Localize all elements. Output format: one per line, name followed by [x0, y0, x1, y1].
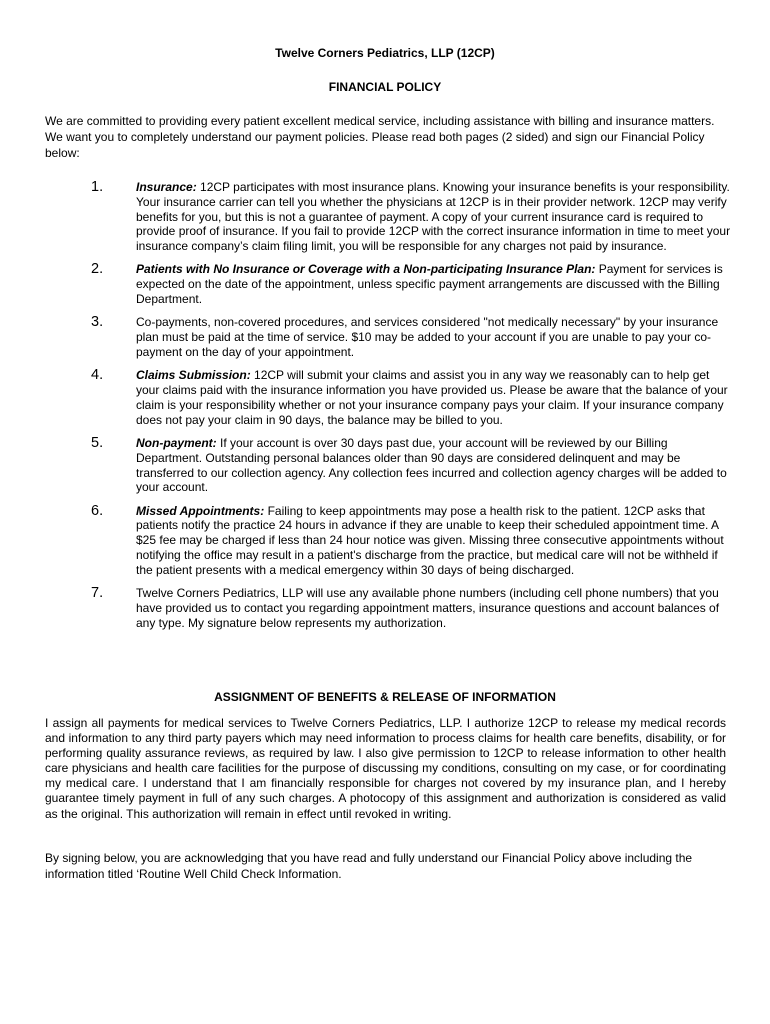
item-body	[136, 504, 735, 578]
item-text: Payment for services is expected on the date of the appointment, unless specific payment arrangements are discussed with the Billing Department.	[136, 262, 723, 307]
item-number: 1.	[91, 179, 104, 195]
item-body	[136, 586, 735, 630]
item-number: 7.	[91, 585, 104, 602]
item-title: Missed Appointments:	[136, 503, 265, 518]
item-body	[136, 262, 735, 306]
item-text: Failing to keep appointments may pose a health risk to the patient. 12CP asks that patients notify the practice 24 hours in advance if they are unable to keep their scheduled appointment time. A $25 fee may be charged if less than 24 hour notice was given. Missing three consecutive appointments without notifying the office may result in a patient's discharge from the practice, but medical care will not be withheld if the patient presents with a medical emergency within 30 days of being discharged.	[136, 503, 724, 577]
policy-title: FINANCIAL POLICY	[328, 80, 442, 94]
item-title: Claims Submission:	[136, 368, 251, 383]
item-body	[136, 436, 735, 495]
assignment-paragraph: I assign all payments for medical services to Twelve Corners Pediatrics, LLP. I authorize 12CP to release my medical records and information to any third party payers which may need information to process claims for health care benefits, disability, or for performing quality assurance reviews, as required by law. I also give permission to 12CP to release information to other health care physicians and health care facilities for the purpose of discussing my conditions, consulting on my case, or for coordinating my medical care. I understand that I am financially responsible for charges not covered by my insurance plan, and I hereby guarantee timely payment in full of any such charges. A photocopy of this assignment and authorization is considered as valid as the original. This authorization will remain in effect until revoked in writing.	[45, 716, 726, 821]
practice-name: Twelve Corners Pediatrics, LLP (12CP)	[275, 46, 495, 60]
policy-item-missed-appointments	[45, 504, 735, 578]
item-number: 3.	[91, 314, 104, 331]
policy-list	[45, 180, 735, 639]
item-body	[136, 315, 735, 359]
policy-item-copayments	[45, 315, 735, 359]
item-title: Non-payment:	[136, 435, 217, 450]
item-body	[136, 368, 735, 427]
item-number: 4.	[91, 367, 104, 384]
item-title: Patients with No Insurance or Coverage with a Non-participating Insurance Plan:	[136, 262, 596, 277]
item-title: Insurance:	[136, 180, 197, 194]
acknowledgement-paragraph: By signing below, you are acknowledging that you have read and fully understand our Financial Policy above including the information titled ‘Routine Well Child Check Information.	[45, 851, 693, 881]
item-body	[136, 180, 735, 254]
policy-item-phone-contact	[45, 586, 735, 630]
intro-paragraph: We are committed to providing every patient excellent medical service, including assistance with billing and insurance matters. We want you to completely understand our payment policies. Please read both pages (2 sided) and sign our Financial Policy below:	[45, 114, 715, 160]
policy-item-claims-submission	[45, 368, 735, 427]
item-text: 12CP participates with most insurance plans. Knowing your insurance benefits is your responsibility. Your insurance carrier can tell you whether the physicians at 12CP is in their provider network. 12CP may verify benefits for you, but this is not a guarantee of payment. A copy of your current insurance card is required to provide proof of insurance. If you fail to provide 12CP with the correct insurance information in time to meet your insurance company’s claim filing limit, you will be responsible for any charges not paid by insurance.	[136, 180, 731, 254]
item-number: 5.	[91, 434, 104, 451]
item-text: 12CP will submit your claims and assist you in any way we reasonably can to help get your claims paid with the insurance information you have provided us. Please be aware that the balance of your claim is your responsibility whether or not your insurance company pays your claim. If your insurance company does not pay your claim in 90 days, the balance may be billed to you.	[136, 368, 728, 427]
policy-item-non-payment	[45, 436, 735, 495]
item-text: Co-payments, non-covered procedures, and services considered "not medically necessary" by your insurance plan must be paid at the time of service. $10 may be added to your account if you are unable to pay your co-payment on the day of your appointment.	[136, 315, 719, 359]
item-text: If your account is over 30 days past due, your account will be reviewed by our Billing Department. Outstanding personal balances older than 90 days are considered delinquent and may be transferred to our collection agency. Any collection fees incurred and collection agency charges will be added to your account.	[136, 435, 727, 495]
policy-item-no-insurance	[45, 262, 735, 306]
item-number: 2.	[91, 261, 104, 278]
item-number: 6.	[91, 502, 104, 519]
assignment-title: ASSIGNMENT OF BENEFITS & RELEASE OF INFORMATION	[214, 690, 556, 704]
item-text: Twelve Corners Pediatrics, LLP will use any available phone numbers (including cell phone numbers) that you have provided us to contact you regarding appointment matters, insurance questions and account balances of any type. My signature below represents my authorization.	[136, 586, 720, 630]
policy-item-insurance	[45, 180, 735, 254]
